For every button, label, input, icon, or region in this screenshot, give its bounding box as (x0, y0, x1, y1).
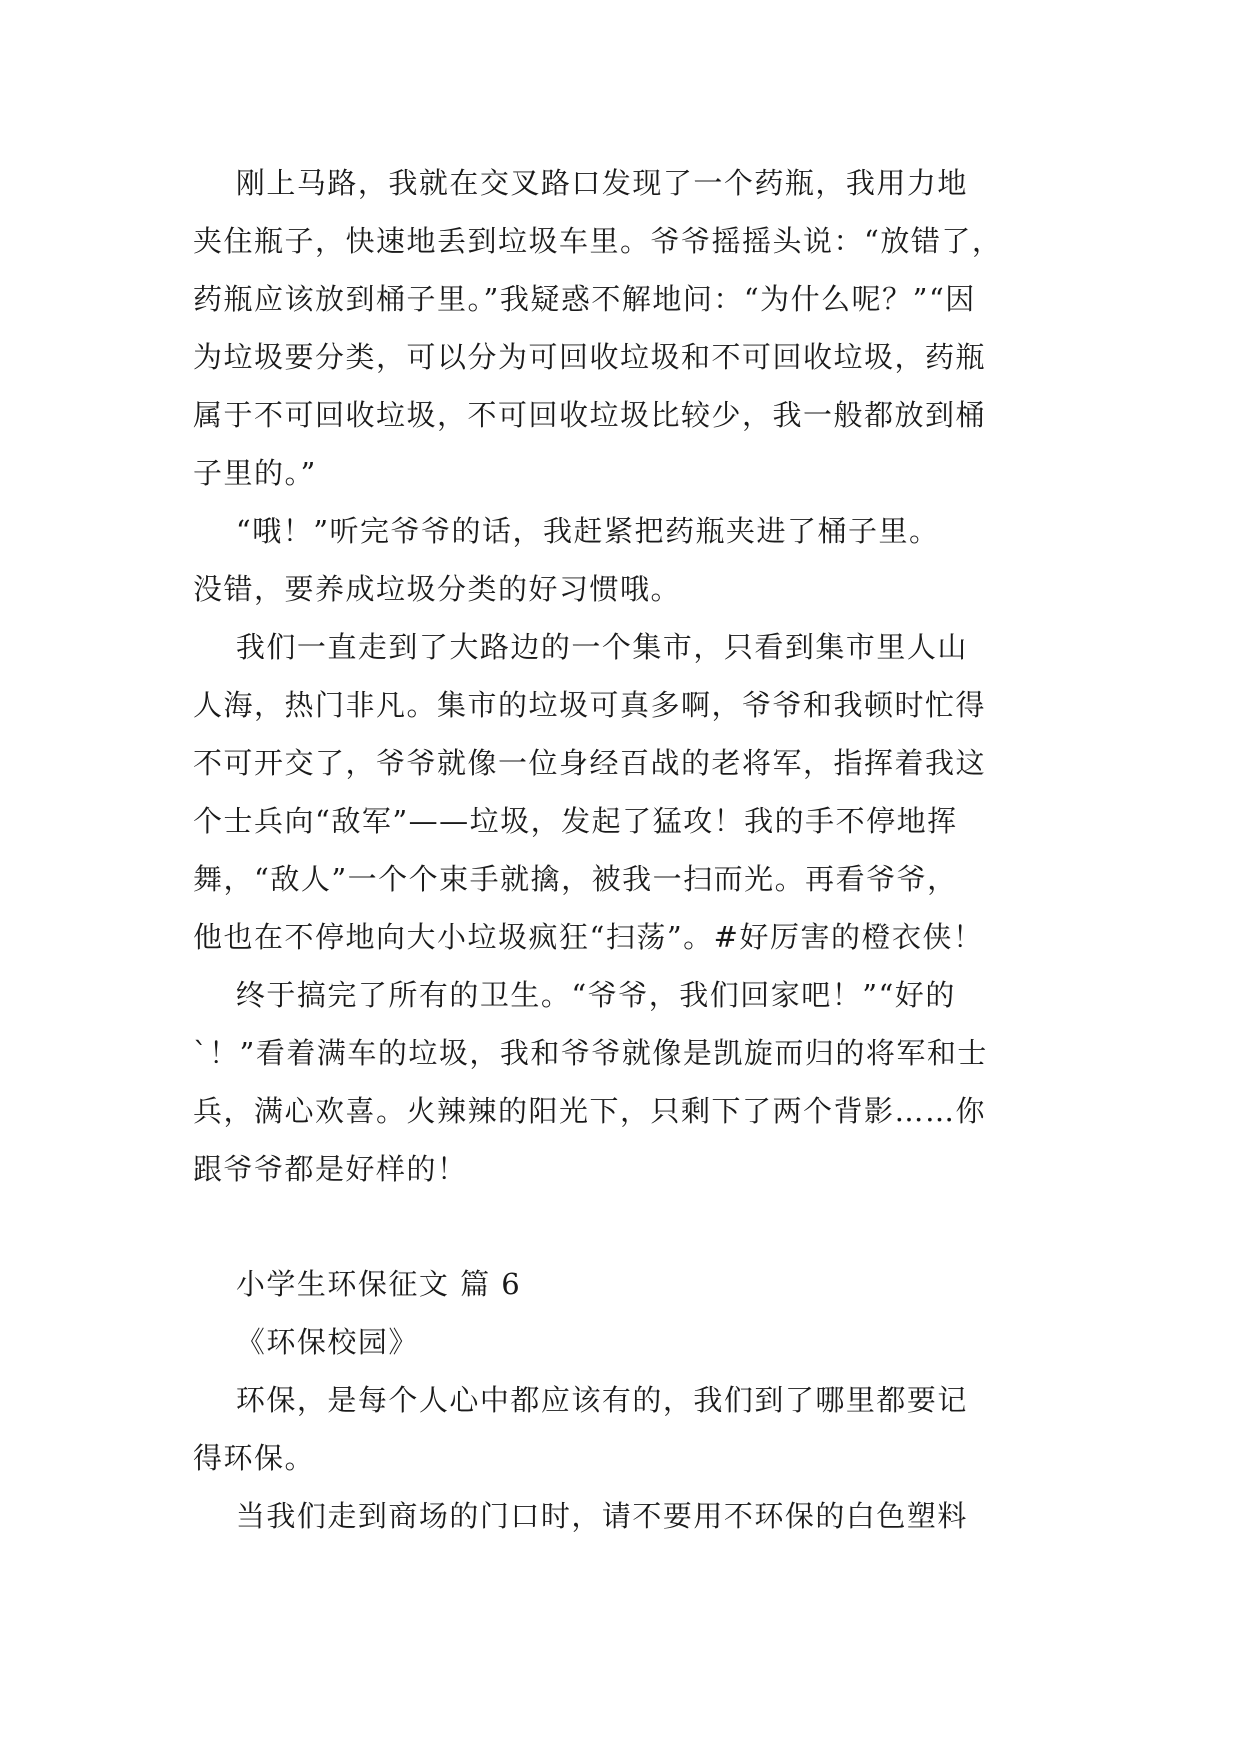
text-line: 跟爷爷都是好样的！ (193, 1152, 468, 1186)
text-line: 当我们走到商场的门口时，请不要用不环保的白色塑料 (193, 1499, 968, 1533)
text-line: 得环保。 (193, 1441, 316, 1475)
text-line: 舞，“敌人”一个个束手就擒，被我一扫而光。再看爷爷， (193, 862, 958, 896)
text-line: 兵，满心欢喜。火辣辣的阳光下，只剩下了两个背影……你 (193, 1094, 987, 1128)
text-line: 个士兵向“敌军”——垃圾，发起了猛攻！我的手不停地挥 (193, 804, 958, 838)
text-line: 子里的。” (193, 456, 317, 490)
text-line: 他也在不停地向大小垃圾疯狂“扫荡”。#好厉害的橙衣侠！ (193, 920, 984, 954)
text-line: 刚上马路，我就在交叉路口发现了一个药瓶，我用力地 (193, 166, 968, 200)
text-line: “哦！”听完爷爷的话，我赶紧把药瓶夹进了桶子里。 (193, 514, 940, 548)
text-line: `！”看着满车的垃圾，我和爷爷就像是凯旋而归的将军和士 (193, 1036, 988, 1070)
text-line: 药瓶应该放到桶子里。”我疑惑不解地问：“为什么呢？”“因 (193, 282, 976, 316)
text-line: 终于搞完了所有的卫生。“爷爷，我们回家吧！”“好的 (193, 978, 956, 1012)
text-line: 没错，要养成垃圾分类的好习惯哦。 (193, 572, 682, 606)
text-line: 为垃圾要分类，可以分为可回收垃圾和不可回收垃圾，药瓶 (193, 340, 987, 374)
section-heading: 小学生环保征文 篇 6 (193, 1267, 522, 1301)
text-line: 我们一直走到了大路边的一个集市，只看到集市里人山 (193, 630, 968, 664)
essay-title: 《环保校园》 (193, 1325, 419, 1359)
text-line: 环保，是每个人心中都应该有的，我们到了哪里都要记 (193, 1383, 968, 1417)
text-line: 人海，热门非凡。集市的垃圾可真多啊，爷爷和我顿时忙得 (193, 688, 987, 722)
text-line: 不可开交了，爷爷就像一位身经百战的老将军，指挥着我这 (193, 746, 987, 780)
text-line: 属于不可回收垃圾，不可回收垃圾比较少，我一般都放到桶 (193, 398, 987, 432)
text-line: 夹住瓶子，快速地丢到垃圾车里。爷爷摇摇头说：“放错了， (193, 224, 1003, 258)
